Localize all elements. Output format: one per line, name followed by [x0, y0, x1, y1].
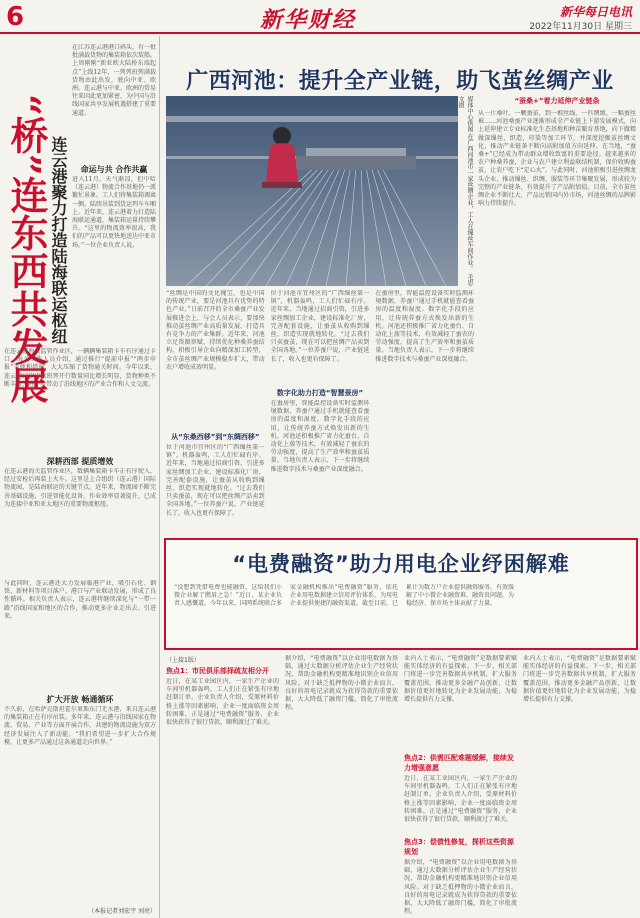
- main-article-title: 广西河池：提升全产业链，助飞茧丝绸产业: [186, 69, 614, 94]
- sidebar-title: “蚕桑+”着力延伸产业链条: [514, 97, 600, 105]
- section-title: 新华财经: [260, 7, 357, 33]
- main-article-subhead: 数字化助力打造“智慧蚕房”: [276, 389, 364, 397]
- sidebar-text: 从一片桑叶、一颗蚕茧，到一根丝线、一匹绸缎、一幅蚕丝被……河池桑蚕产业逐渐形成全产业链上下游发展模式，向上延伸建立专业标准化生态基地和种苗繁育基地，向下做精做深缫丝、织造、印染等加工环节，并深度挖掘茧丝绸文化，推动产业链条不断向高附加值方向延伸。在当地，“蚕桑+”已经成为带动群众增收致富的重要途径。越来越多的农户种桑养蚕，企业与农户建立利益联结机制，保价收购蚕茧，让农户吃下“定心丸”。与此同时，河池积极引进丝绸龙头企业，推动缫丝、织绸、服装等环节集聚发展，形成较为完整的产业链条，有效提升了产品附加值。目前，全市茧丝绸企业不断壮大，产品远销国内外市场，河池丝绸的品牌影响力持续提升。: [478, 110, 636, 208]
- left-article-subtitle: 连云港聚力打造陆海联运枢纽: [49, 136, 68, 344]
- main-article-paragraph: 位于河池市宜州区的“广西缫丝第一镇”，机器轰鸣，工人们忙碌有序。近年来，当地通过招商引资，引进多家丝绸加工企业，建设标准化厂房，完善配套设施，让蚕茧从收购到缫丝、织造实现就地转化。“过去我们只卖蚕茧，现在可以把丝绸产品卖到全国各地。”一位养蚕户说，产业链延长了，收入也更有保障了。: [166, 444, 265, 517]
- masthead: 新华每日电讯: [559, 5, 632, 19]
- left-article-byline: （本报记者刘宏宇 刘亮）: [88, 908, 156, 915]
- left-article-subhead: 扩大开放 畅通循环: [46, 695, 114, 704]
- edition-note: （上接1版）: [166, 657, 200, 664]
- bottom-article-title: “电费融资”助力用电企业纾困解难: [232, 552, 570, 576]
- main-article-subhead: 从“东桑西移”到“东绸西移”: [171, 433, 260, 441]
- focus-heading: 焦点2：供需匹配难题缓解，接续发力增强意愿: [404, 754, 514, 772]
- left-article-paragraph: 在连云港海关监管作业区，数辆集装箱卡车正有序驶入，经过安检后再装上火车。这里是上合组织（连云港）国际物流园，是陆海联运的关键节点。近年来，物流园不断完善基础设施，引进智能化设备，作业效率显著提升，已成为连接中亚和亚太地区的重要物流枢纽。: [4, 468, 156, 508]
- left-article-paragraph: 进入11月，天气渐凉，但中哈（连云港）物流合作基地仍一派繁忙景象。工人们将集装箱调离一侧，陆续吊装到货运列车车厢上。近年来，连云港着力打造陆海联运通道，集装箱运量持续攀升。“这里的物流效率很高，我们的产品可以更快地送达中亚市场。”一位企业负责人说。: [72, 176, 156, 249]
- bottom-article-paragraph: 近日，在某工业园区内，一家生产企业的车间里机器轰鸣，工人们正在紧张有序地赶制订单。企业负责人介绍，受原材料价格上涨等因素影响，企业一度面临资金周转困难。正是通过“电费融资”服务，企业很快获得了银行贷款，顺利渡过了难关。: [404, 775, 517, 824]
- silk-factory-illustration: [166, 96, 458, 286]
- bottom-article-intro: “没想到凭借电费也能融资，这给我们小微企业解了燃眉之急！”近日，某企业负责人感慨道。今年以来，国网系统联合多家金融机构推出“电费融资”服务，依托企业用电数据建立信用评价体系，为用电企业提供便捷的融资渠道。截至目前，已累计为数万户企业提供融资服务，有效缓解了中小微企业融资难、融资贵问题，为稳经济、保市场主体贡献了力量。: [174, 584, 515, 608]
- main-article-paragraph: 位于河池市宜州区的“广西缫丝第一镇”，机器轰鸣，工人们忙碌有序。近年来，当地通过招商引资，引进多家丝绸加工企业，建设标准化厂房，完善配套设施，让蚕茧从收购到缫丝、织造实现就地转化。“过去我们只卖蚕茧，现在可以把丝绸产品卖到全国各地。”一位养蚕户说，产业链延长了，收入也更有保障了。: [270, 290, 370, 363]
- main-article-paragraph: 在蚕房里，智能温控设备实时监测环境数据，养蚕户通过手机就能查看蚕房的温度和湿度。数字化手段的应用，让传统养蚕方式焕发出新的生机。河池还积极推广省力化蚕台、自动化上蔟等技术，有效减轻了蚕农的劳动强度，提高了生产效率和蚕茧质量。当地负责人表示，下一步将继续推进数字技术与桑蚕产业深度融合。: [270, 400, 370, 473]
- left-article-subhead: 深耕西部 提质增效: [46, 457, 114, 466]
- bottom-article-paragraph: 据介绍，“电费融资”以企业用电数据为基础，通过大数据分析评估企业生产经营状况，帮助金融机构更精准地识别企业信用风险。对于缺乏抵押物的小微企业而言，良好的用电记录就成为获得贷款的重要依据，大大降低了融资门槛，简化了审批流程。: [404, 859, 517, 916]
- bottom-article-paragraph: 近日，在某工业园区内，一家生产企业的车间里机器轰鸣，工人们正在紧张有序地赶制订单。企业负责人介绍，受原材料价格上涨等因素影响，企业一度面临资金周转困难。正是通过“电费融资”服务，企业很快获得了银行贷款，顺利渡过了难关。: [166, 678, 279, 727]
- bottom-article-paragraph: 业内人士表示，“电费融资”是数据要素赋能实体经济的有益探索。下一步，相关部门将进一步完善数据共享机制，扩大服务覆盖范围，推动更多金融产品创新，让数据价值更好地转化为企业发展动能，为稳增长提供有力支撑。: [404, 655, 517, 704]
- left-article-title: “桥”连东西共发展: [4, 94, 49, 404]
- bottom-article-paragraph: 据介绍，“电费融资”以企业用电数据为基础，通过大数据分析评估企业生产经营状况，帮助金融机构更精准地识别企业信用风险。对于缺乏抵押物的小微企业而言，良好的用电记录就成为获得贷款的重要依据，大大降低了融资门槛，简化了审批流程。: [285, 655, 398, 712]
- bottom-article-paragraph: 业内人士表示，“电费融资”是数据要素赋能实体经济的有益探索。下一步，相关部门将进一步完善数据共享机制，扩大服务覆盖范围，推动更多金融产品创新，让数据价值更好地转化为企业发展动能，为稳增长提供有力支撑。: [523, 655, 636, 704]
- left-article-subhead: 命运与共 合作共赢: [80, 165, 148, 174]
- page-header: [0, 0, 640, 34]
- left-article-paragraph: 在连云港海关监管作业区，一辆辆集装箱卡车有序通过卡口。海关工作人员介绍，通过推行“提前申报”“两步申报”等便利措施，大大压缩了货物通关时间。今年以来，连云港口岸中欧班列开行数量同比增长明显，货物种类不断丰富，进一步带动了沿线地区的产业合作和人文交流。: [4, 348, 156, 388]
- left-article-paragraph: 在江苏连云港港口码头，有一批批满载货物的集装箱依次装船。上周刚刚“新亚欧大陆桥东端起点”上线12年，一列列班列满载货物由此出发，驶向中亚、欧洲。连云港与中亚、欧洲的贸易往来因此更加紧密，为中国与沿线国家共享发展机遇搭建了重要通道。: [72, 44, 156, 117]
- issue-date: 2022年11月30日 星期三: [529, 22, 632, 32]
- focus-heading: 焦点3：偿债性修复，探析这些资源规划: [404, 838, 514, 856]
- photo-credit: 媒体中心供图 在广西河池市一家丝绸企业，工人在缫丝车间作业。 毛思文摄: [457, 96, 473, 286]
- main-article-paragraph: “丝绸是中国的文化瑰宝，也是中国的传统产业，要是河池具有优势的特色产业。”日前召开的全市桑蚕产业发展推进会上，与会人员表示，要加快推动茧丝绸产业高质量发展，打造具有竞争力的产业集群。近年来，河池立足资源禀赋，持续优化种桑养蚕结构，积极引导企业向精深加工转型，全市茧丝绸产业规模稳步扩大，带动农户增收成效明显。: [166, 290, 265, 371]
- page-number: 6: [6, 2, 25, 32]
- bottom-article-body: [166, 655, 636, 916]
- silk-factory-photo: [166, 96, 458, 286]
- main-article-sidebar: [478, 96, 636, 526]
- focus-heading: 焦点1：市民俱乐部择疏友相分开: [166, 667, 269, 675]
- main-article-paragraph: 在蚕房里，智能温控设备实时监测环境数据，养蚕户通过手机就能查看蚕房的温度和湿度。数字化手段的应用，让传统养蚕方式焕发出新的生机。河池还积极推广省力化蚕台、自动化上蔟等技术，有效减轻了蚕农的劳动强度，提高了生产效率和蚕茧质量。当地负责人表示，下一步将继续推进数字技术与桑蚕产业深度融合。: [375, 290, 475, 363]
- main-article-body: [166, 290, 474, 534]
- left-article-paragraph: 与此同时，连云港还大力发展临港产业，吸引石化、钢铁、新材料等项目落户。港口与产业联动发展，形成了良性循环。相关负责人表示，连云港将继续深化与“一带一路”沿线国家和地区的合作，推动更多企业走出去、引进来。: [4, 580, 156, 620]
- left-article: [0, 36, 160, 918]
- bottom-article-headline-box: [164, 538, 638, 650]
- left-article-paragraph: 不久前，在哈萨克斯坦霍尔果斯东门无水港，来自连云港的集装箱正在有序吊装。多年来，连云港与沿线国家在物流、贸易、产业等方面开展合作，共建的物流设施为双方经济发展注入了新动能。“我们希望进一步扩大合作规模，让更多产品通过这条通道走向世界。”: [4, 706, 156, 746]
